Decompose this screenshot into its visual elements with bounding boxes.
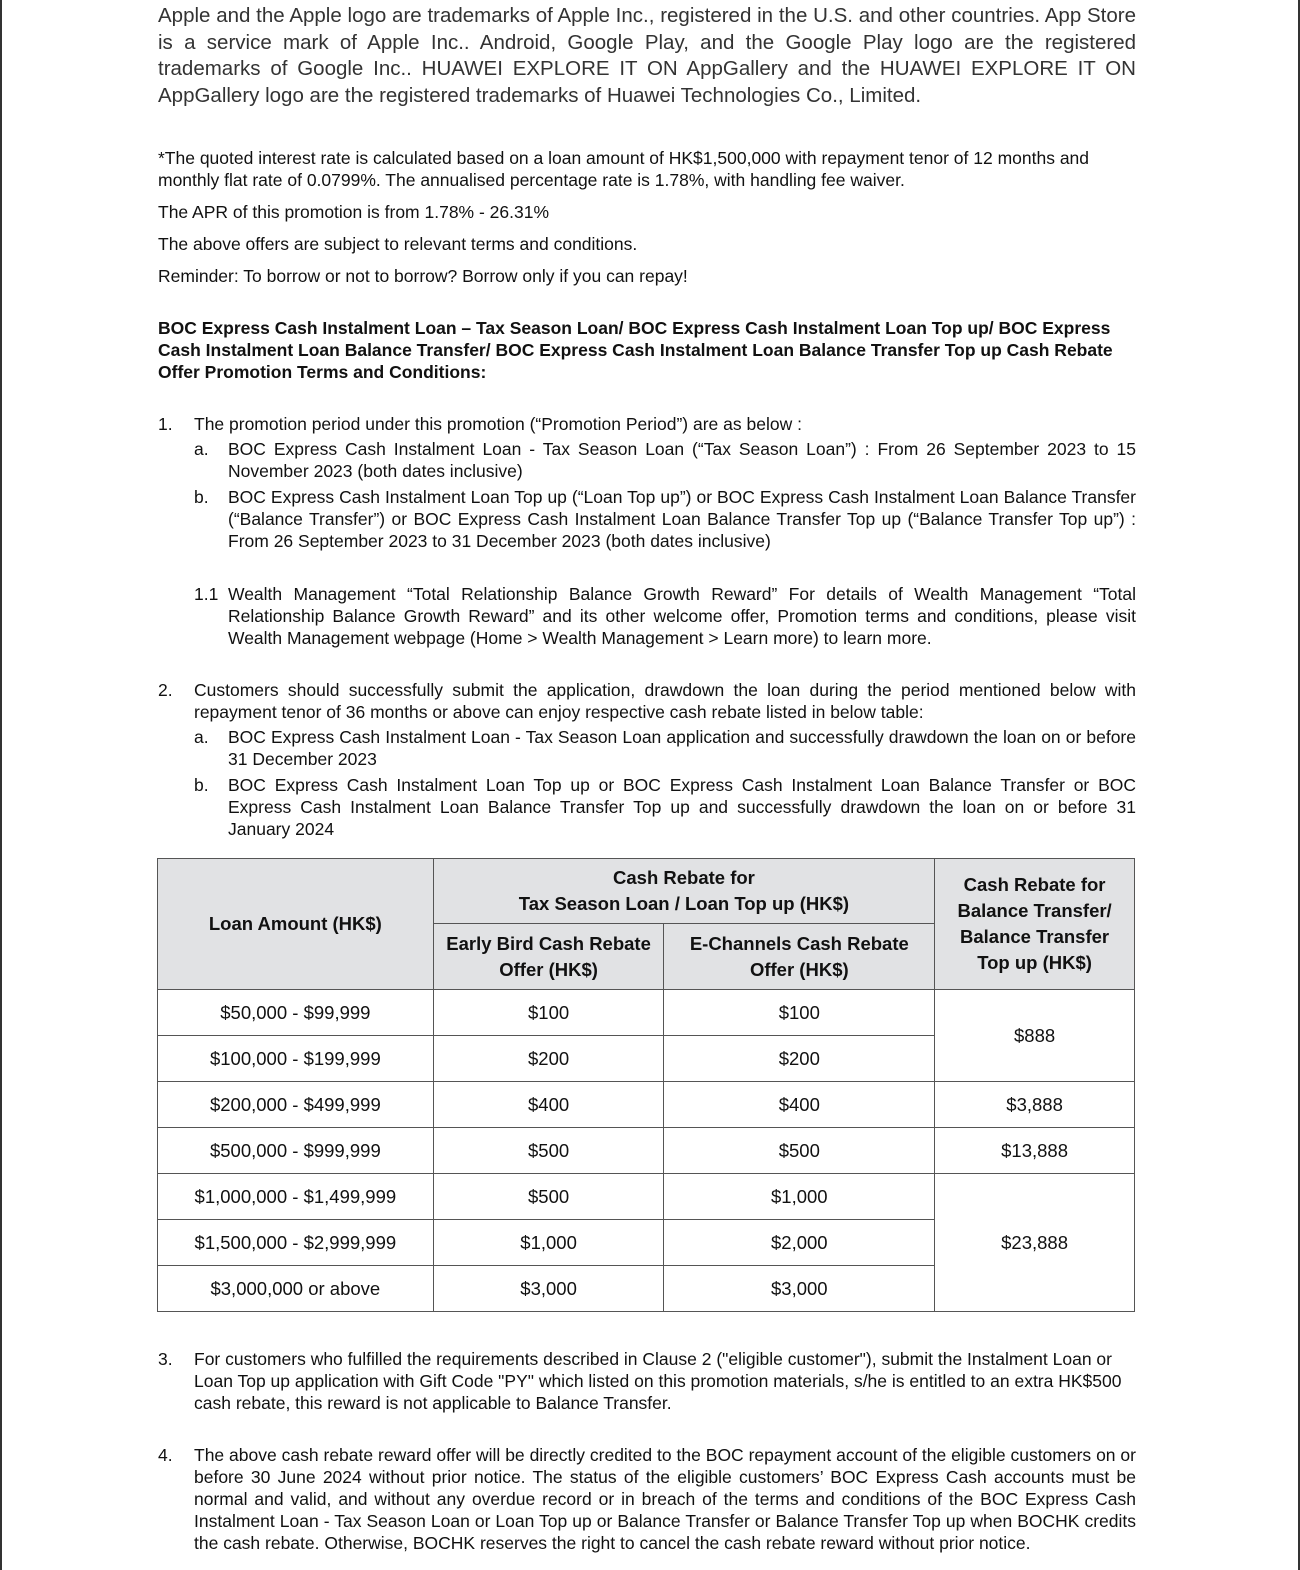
terms-note: The above offers are subject to relevant terms and conditions. [158, 234, 638, 254]
echannels-cell: $400 [664, 1082, 935, 1128]
loan-amount-cell: $1,000,000 - $1,499,999 [158, 1174, 434, 1220]
clause-1-1 [158, 583, 1136, 649]
echannels-cell: $1,000 [664, 1174, 935, 1220]
clause-text: Wealth Management “Total Relationship Balance Growth Reward” For details of Wealth Management “Total Relationship Balance Growth Reward” and its other welcome offer, Promotion terms and conditions, please visit Wealth Management webpage (Home > Wealth Management > Learn more) to learn more. [228, 584, 1136, 648]
loan-amount-cell: $200,000 - $499,999 [158, 1082, 434, 1128]
clause-number: 3. [158, 1349, 173, 1369]
loan-amount-cell: $50,000 - $99,999 [158, 990, 434, 1036]
clause-text: The promotion period under this promotion (“Promotion Period”) are as below : [194, 414, 802, 434]
clause-2 [158, 679, 1136, 840]
header-echannels [664, 924, 935, 990]
borrow-reminder: Reminder: To borrow or not to borrow? Borrow only if you can repay! [158, 266, 688, 286]
clause-4 [158, 1444, 1136, 1554]
interest-rate-note: *The quoted interest rate is calculated based on a loan amount of HK$1,500,000 with repayment tenor of 12 months and monthly flat rate of 0.0799%. The annualised percentage rate is 1.78%, with handling fee waiver. [158, 148, 1090, 190]
echannels-cell: $3,000 [664, 1266, 935, 1312]
early-bird-cell: $500 [433, 1174, 664, 1220]
sub-clause-letter: b. [194, 487, 209, 507]
balance-transfer-cell: $888 [935, 990, 1135, 1082]
sub-clause-letter: a. [194, 439, 209, 459]
balance-transfer-cell: $3,888 [935, 1082, 1135, 1128]
header-line: Tax Season Loan / Loan Top up (HK$) [518, 893, 850, 914]
clause-2b [194, 774, 1136, 840]
clause-text: The above cash rebate reward offer will be directly credited to the BOC repayment account of the eligible customers on or before 30 June 2024 without prior notice. The status of the eligible customers’ BOC Express Cash accounts must be normal and valid, and without any overdue record or in breach of the terms and conditions of the BOC Express Cash Instalment Loan - Tax Season Loan or Loan Top up or Balance Transfer or Balance Transfer Top up when BOCHK credits the cash rebate. Otherwise, BOCHK reserves the right to cancel the cash rebate reward without prior notice. [194, 1445, 1136, 1553]
early-bird-cell: $400 [433, 1082, 664, 1128]
early-bird-cell: $500 [433, 1128, 664, 1174]
clause-number: 1. [158, 414, 173, 434]
header-line: Balance Transfer/ [957, 900, 1112, 921]
sub-clause-text: BOC Express Cash Instalment Loan - Tax Season Loan (“Tax Season Loan”) : From 26 September 2023 to 15 November 2023 (both dates inclusive) [228, 439, 1136, 481]
header-early-bird [433, 924, 664, 990]
clause-2a [194, 726, 1136, 770]
balance-transfer-cell: $23,888 [935, 1174, 1135, 1312]
echannels-cell: $2,000 [664, 1220, 935, 1266]
loan-amount-cell: $500,000 - $999,999 [158, 1128, 434, 1174]
clause-number: 1.1 [194, 584, 219, 604]
header-line: Cash Rebate for [613, 867, 755, 888]
table-row [158, 990, 1135, 1036]
loan-amount-cell: $1,500,000 - $2,999,999 [158, 1220, 434, 1266]
header-line: Offer (HK$) [749, 958, 849, 980]
header-line: Balance Transfer [960, 926, 1110, 947]
sub-clause-letter: a. [194, 727, 209, 747]
terms-heading: BOC Express Cash Instalment Loan – Tax Season Loan/ BOC Express Cash Instalment Loan Top up/ BOC Express Cash Instalment Loan Balance Transfer/ BOC Express Cash Instalment Loan Balance Transfer Top up Cash Rebate Offer Promotion Terms and Conditions: [158, 318, 1113, 382]
early-bird-cell: $100 [433, 990, 664, 1036]
balance-transfer-cell: $13,888 [935, 1128, 1135, 1174]
header-line: Offer (HK$) [499, 958, 598, 980]
clause-text: For customers who fulfilled the requirements described in Clause 2 ("eligible customer"), submit the Instalment Loan or Loan Top up application with Gift Code "PY" which listed on this promotion materials, s/he is entitled to an extra HK$500 cash rebate, this reward is not applicable to Balance Transfer. [194, 1349, 1122, 1413]
clause-1a [194, 438, 1136, 482]
header-line: Top up (HK$) [977, 952, 1092, 973]
clause-number: 2. [158, 680, 173, 700]
table-row [158, 1174, 1135, 1220]
header-line: E-Channels Cash Rebate [689, 932, 909, 954]
header-line: Early Bird Cash Rebate [446, 932, 651, 954]
trademark-notice: Apple and the Apple logo are trademarks of Apple Inc., registered in the U.S. and other countries. App Store is a service mark of Apple Inc.. Android, Google Play, and the Google Play logo are the registered trademarks of Google Inc.. HUAWEI EXPLORE IT ON AppGallery and the HUAWEI EXPLORE IT ON AppGallery logo are the registered trademarks of Huawei Technologies Co., Limited. [158, 4, 1136, 107]
clause-1 [158, 413, 1136, 552]
loan-amount-cell: $100,000 - $199,999 [158, 1036, 434, 1082]
header-loan-amount: Loan Amount (HK$) [158, 859, 434, 990]
sub-clause-text: BOC Express Cash Instalment Loan - Tax Season Loan application and successfully drawdown the loan on or before 31 December 2023 [228, 727, 1136, 769]
echannels-cell: $500 [664, 1128, 935, 1174]
sub-clause-text: BOC Express Cash Instalment Loan Top up (“Loan Top up”) or BOC Express Cash Instalment Loan Balance Transfer (“Balance Transfer”) or BOC Express Cash Instalment Loan Balance Transfer Top up (“Balance Transfer Top up”) : From 26 September 2023 to 31 December 2023 (both dates inclusive) [228, 487, 1136, 551]
loan-amount-cell: $3,000,000 or above [158, 1266, 434, 1312]
header-tax-season-top-up-group [433, 859, 934, 924]
sub-clause-letter: b. [194, 775, 209, 795]
apr-note: The APR of this promotion is from 1.78% - 26.31% [158, 202, 550, 222]
clause-text: Customers should successfully submit the application, drawdown the loan during the period mentioned below with repayment tenor of 36 months or above can enjoy respective cash rebate listed in below table: [194, 680, 1136, 722]
echannels-cell: $100 [664, 990, 935, 1036]
table-row [158, 1128, 1135, 1174]
early-bird-cell: $3,000 [433, 1266, 664, 1312]
sub-clause-text: BOC Express Cash Instalment Loan Top up or BOC Express Cash Instalment Loan Balance Transfer or BOC Express Cash Instalment Loan Balance Transfer Top up and successfully drawdown the loan on or before 31 January 2024 [228, 775, 1136, 839]
early-bird-cell: $200 [433, 1036, 664, 1082]
echannels-cell: $200 [664, 1036, 935, 1082]
cash-rebate-table [157, 858, 1135, 1312]
clause-1b [194, 486, 1136, 552]
early-bird-cell: $1,000 [433, 1220, 664, 1266]
clause-number: 4. [158, 1445, 173, 1465]
header-balance-transfer [935, 859, 1135, 990]
clause-3 [158, 1348, 1136, 1414]
header-line: Cash Rebate for [963, 874, 1106, 895]
table-row [158, 1082, 1135, 1128]
